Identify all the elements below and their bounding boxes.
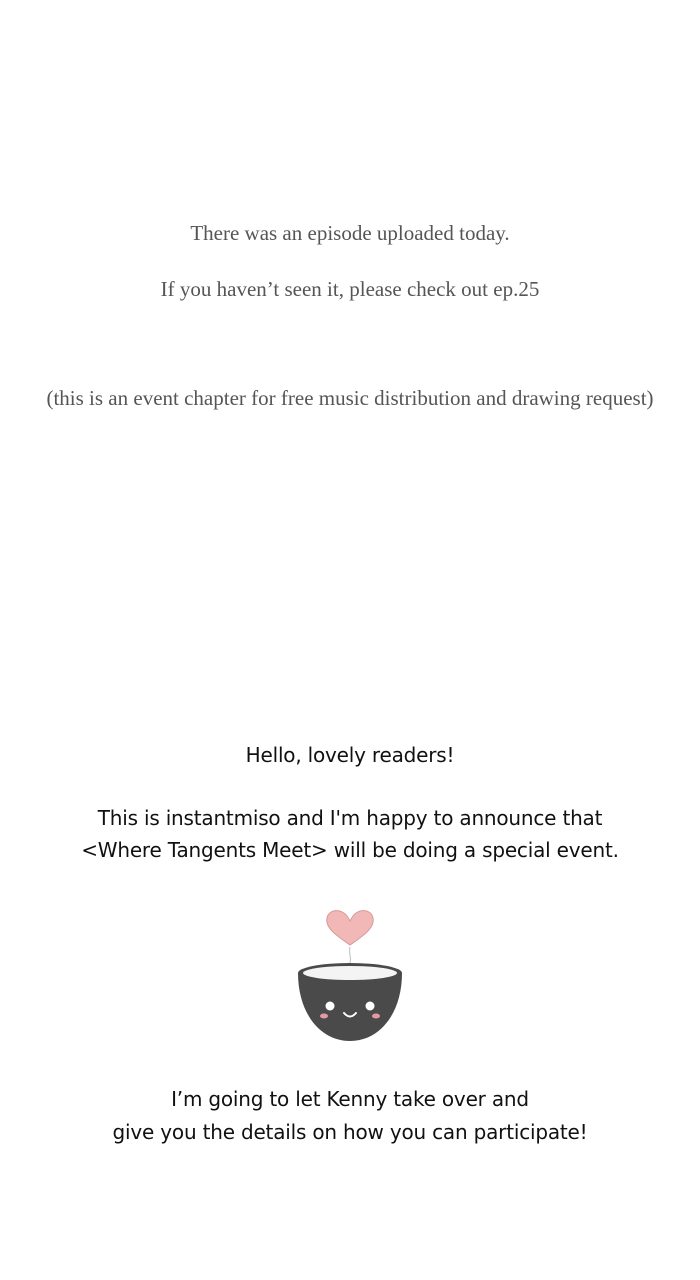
heart-icon xyxy=(327,911,373,945)
intro-line-2: <Where Tangents Meet> will be doing a special event. xyxy=(81,838,619,862)
notice-line-uploaded: There was an episode uploaded today. xyxy=(190,221,510,245)
left-eye xyxy=(326,1002,335,1011)
intro-line-1: This is instantmiso and I'm happy to announce that xyxy=(97,806,603,830)
notice-line-event-note: (this is an event chapter for free music distribution and drawing request) xyxy=(46,386,654,410)
bowl-body xyxy=(298,973,402,1041)
greeting-text: Hello, lovely readers! xyxy=(245,743,455,767)
right-eye xyxy=(366,1002,375,1011)
notice-line-check-episode: If you haven’t seen it, please check out ep.25 xyxy=(160,277,540,301)
outro-line-1: I’m going to let Kenny take over and xyxy=(171,1087,529,1111)
miso-bowl-with-heart-icon xyxy=(285,903,415,1053)
outro-line-2: give you the details on how you can participate! xyxy=(112,1120,588,1144)
